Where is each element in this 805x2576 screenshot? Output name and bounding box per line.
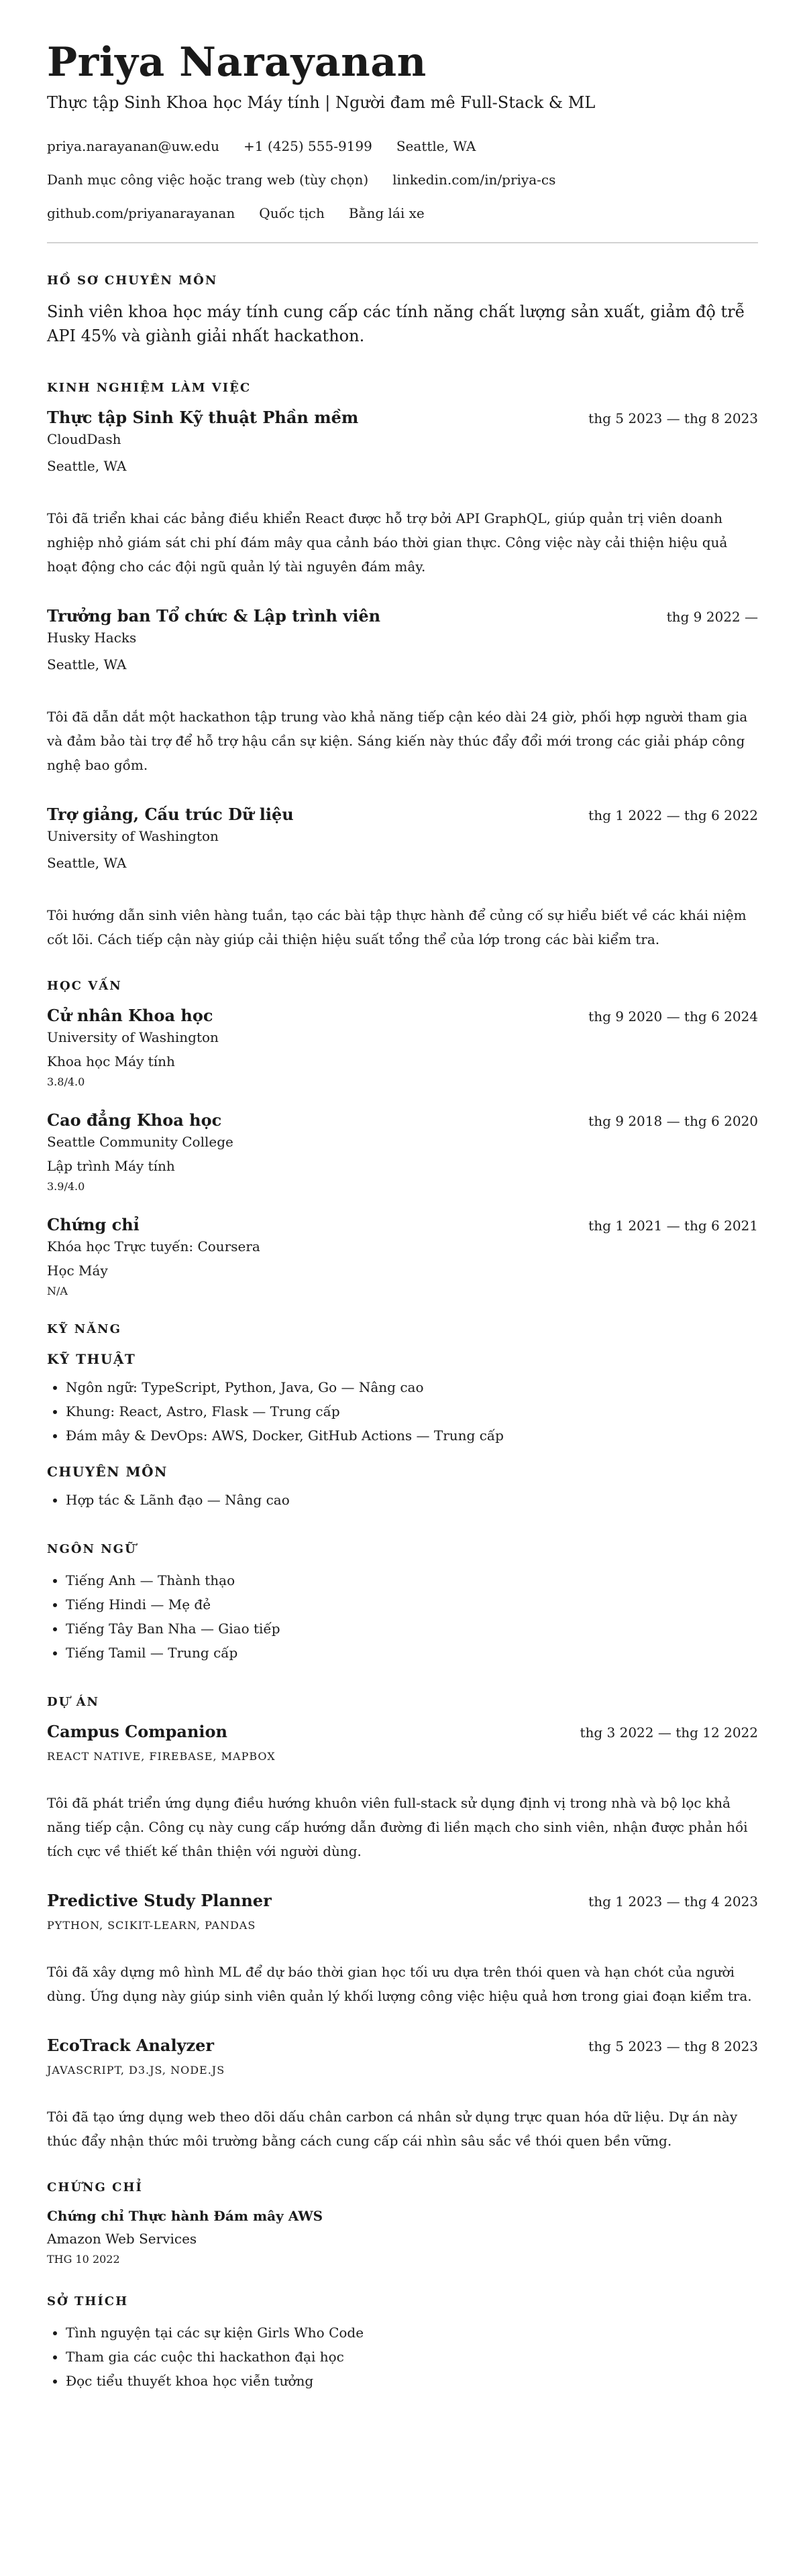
summary-section bbox=[47, 273, 758, 348]
project-name: Campus Companion bbox=[47, 1722, 228, 1741]
list-item: • Tình nguyện tại các sự kiện Girls Who Code bbox=[66, 2321, 758, 2345]
project-dates: thg 3 2022 — thg 12 2022 bbox=[580, 1724, 758, 1741]
drivers-license-text: Bằng lái xe bbox=[348, 205, 425, 221]
certification-date: THG 10 2022 bbox=[47, 2253, 120, 2266]
interests-list bbox=[47, 2321, 758, 2393]
skill-category-title: CHUYÊN MÔN bbox=[47, 1464, 168, 1480]
job-location: Seattle, WA bbox=[47, 855, 127, 871]
linkedin-text: linkedin.com/in/priya-cs bbox=[392, 172, 556, 188]
education-entry bbox=[47, 1110, 758, 1194]
school-name: Khóa học Trực tuyến: Coursera bbox=[47, 1238, 260, 1254]
skills-section bbox=[47, 1322, 758, 1512]
gpa-text: N/A bbox=[47, 1285, 68, 1297]
job-description: Tôi đã dẫn dắt một hackathon tập trung vào khả năng tiếp cận kéo dài 24 giờ, phối hợp người tham gia và đảm bảo tài trợ để hỗ trợ hậu cần sự kiện. Sáng kiến này thúc đẩy đổi mới trong các giải pháp công nghệ bao gồm. bbox=[47, 709, 748, 773]
list-item: • Đám mây & DevOps: AWS, Docker, GitHub Actions — Trung cấp bbox=[66, 1423, 758, 1448]
project-name: Predictive Study Planner bbox=[47, 1891, 272, 1910]
contact-row bbox=[47, 204, 758, 222]
section-title: NGÔN NGỮ bbox=[47, 1542, 137, 1556]
job-title: Thực tập Sinh Kỹ thuật Phần mềm bbox=[47, 408, 359, 427]
list-item: • Tiếng Tamil — Trung cấp bbox=[66, 1641, 758, 1665]
interests-section bbox=[47, 2294, 758, 2393]
certification-name: Chứng chỉ Thực hành Đám mây AWS bbox=[47, 2208, 323, 2224]
project-tech-stack: PYTHON, SCIKIT-LEARN, PANDAS bbox=[47, 1919, 256, 1932]
languages-section bbox=[47, 1541, 758, 1665]
list-item: • Khung: React, Astro, Flask — Trung cấp bbox=[66, 1399, 758, 1423]
section-title: HỌC VẤN bbox=[47, 979, 122, 993]
contact-row bbox=[47, 137, 758, 155]
list-item: • Tiếng Tây Ban Nha — Giao tiếp bbox=[66, 1617, 758, 1641]
school-name: University of Washington bbox=[47, 1029, 219, 1045]
project-tech-stack: REACT NATIVE, FIREBASE, MAPBOX bbox=[47, 1750, 276, 1763]
section-title: KỸ NĂNG bbox=[47, 1322, 122, 1336]
field-of-study: Học Máy bbox=[47, 1263, 108, 1279]
school-name: Seattle Community College bbox=[47, 1134, 233, 1150]
project-tech-stack: JAVASCRIPT, D3.JS, NODE.JS bbox=[47, 2064, 225, 2076]
gpa-text: 3.9/4.0 bbox=[47, 1180, 85, 1193]
project-entry bbox=[47, 2035, 758, 2153]
project-entry bbox=[47, 1721, 758, 1863]
project-name: EcoTrack Analyzer bbox=[47, 2036, 215, 2055]
list-item: • Đọc tiểu thuyết khoa học viễn tưởng bbox=[66, 2369, 758, 2393]
experience-entry bbox=[47, 605, 758, 777]
skill-category-title: KỸ THUẬT bbox=[47, 1351, 136, 1367]
education-entry bbox=[47, 1005, 758, 1090]
header-divider bbox=[47, 242, 758, 243]
job-title: Trưởng ban Tổ chức & Lập trình viên bbox=[47, 606, 381, 626]
degree-dates: thg 9 2018 — thg 6 2020 bbox=[588, 1113, 758, 1129]
job-title: Trợ giảng, Cấu trúc Dữ liệu bbox=[47, 805, 294, 824]
technical-skills-list bbox=[47, 1375, 758, 1448]
section-title: HỒ SƠ CHUYÊN MÔN bbox=[47, 274, 218, 288]
languages-list bbox=[47, 1568, 758, 1665]
contact-row bbox=[47, 171, 758, 188]
experience-entry bbox=[47, 804, 758, 951]
nationality-text: Quốc tịch bbox=[259, 205, 325, 221]
education-entry bbox=[47, 1214, 758, 1299]
job-description: Tôi đã triển khai các bảng điều khiển React được hỗ trợ bởi API GraphQL, giúp quản trị viên doanh nghiệp nhỏ giám sát chi phí đám mây qua cảnh báo thời gian thực. Công việc này cải thiện hiệu quả hoạt động cho các đội ngũ quản lý tài nguyên đám mây. bbox=[47, 510, 728, 575]
github-text: github.com/priyanarayanan bbox=[47, 205, 235, 221]
job-dates: thg 1 2022 — thg 6 2022 bbox=[588, 807, 758, 823]
list-item: • Tham gia các cuộc thi hackathon đại học bbox=[66, 2345, 758, 2369]
list-item: • Ngôn ngữ: TypeScript, Python, Java, Go — Nâng cao bbox=[66, 1375, 758, 1399]
certification-entry bbox=[47, 2207, 758, 2267]
job-description: Tôi hướng dẫn sinh viên hàng tuần, tạo các bài tập thực hành để củng cố sự hiểu biết về các khái niệm cốt lõi. Cách tiếp cận này giúp cải thiện hiệu suất tổng thể của lớp trong các bài kiểm tra. bbox=[47, 907, 747, 947]
certification-issuer: Amazon Web Services bbox=[47, 2231, 197, 2247]
project-description: Tôi đã phát triển ứng dụng điều hướng khuôn viên full-stack sử dụng định vị trong nhà và bộ lọc khả năng tiếp cận. Công cụ này cung cấp hướng dẫn đường đi liền mạch cho sinh viên, nhận được phản hồi tích cực về thiết kế thân thiện với người dùng. bbox=[47, 1795, 748, 1859]
job-location: Seattle, WA bbox=[47, 656, 127, 672]
project-description: Tôi đã xây dựng mô hình ML để dự báo thời gian học tối ưu dựa trên thói quen và hạn chót của người dùng. Ứng dụng này giúp sinh viên quản lý khối lượng công việc hiệu quả hơn trong giai đoạn kiểm tra. bbox=[47, 1964, 752, 2004]
job-dates: thg 9 2022 — bbox=[666, 609, 758, 625]
project-entry bbox=[47, 1890, 758, 2008]
location-text: Seattle, WA bbox=[396, 138, 476, 154]
section-title: SỞ THÍCH bbox=[47, 2294, 129, 2308]
email-text: priya.narayanan@uw.edu bbox=[47, 138, 220, 154]
list-item: • Tiếng Anh — Thành thạo bbox=[66, 1568, 758, 1592]
job-organization: CloudDash bbox=[47, 431, 121, 447]
experience-entry bbox=[47, 407, 758, 579]
field-of-study: Khoa học Máy tính bbox=[47, 1053, 175, 1069]
candidate-headline: Thực tập Sinh Khoa học Máy tính | Người đam mê Full-Stack & ML bbox=[47, 93, 596, 112]
degree-dates: thg 9 2020 — thg 6 2024 bbox=[588, 1008, 758, 1024]
education-section bbox=[47, 978, 758, 1299]
certifications-section bbox=[47, 2180, 758, 2267]
phone-text: +1 (425) 555-9199 bbox=[244, 138, 372, 154]
job-location: Seattle, WA bbox=[47, 458, 127, 474]
degree-dates: thg 1 2021 — thg 6 2021 bbox=[588, 1218, 758, 1234]
degree-title: Chứng chỉ bbox=[47, 1215, 140, 1234]
job-organization: University of Washington bbox=[47, 828, 219, 844]
projects-section bbox=[47, 1694, 758, 2153]
section-title: CHỨNG CHỈ bbox=[47, 2180, 143, 2194]
list-item: • Tiếng Hindi — Mẹ đẻ bbox=[66, 1592, 758, 1617]
job-organization: Husky Hacks bbox=[47, 630, 137, 646]
job-dates: thg 5 2023 — thg 8 2023 bbox=[588, 410, 758, 426]
summary-text: Sinh viên khoa học máy tính cung cấp các tính năng chất lượng sản xuất, giảm độ trễ API 45% và giành giải nhất hackathon. bbox=[47, 302, 745, 345]
portfolio-text: Danh mục công việc hoặc trang web (tùy chọn) bbox=[47, 172, 369, 188]
project-dates: thg 5 2023 — thg 8 2023 bbox=[588, 2038, 758, 2054]
project-description: Tôi đã tạo ứng dụng web theo dõi dấu chân carbon cá nhân sử dụng trực quan hóa dữ liệu. Dự án này thúc đẩy nhận thức môi trường bằng cách cung cấp cái nhìn sâu sắc về thói quen bền vững. bbox=[47, 2109, 738, 2149]
section-title: KINH NGHIỆM LÀM VIỆC bbox=[47, 381, 252, 395]
candidate-name: Priya Narayanan bbox=[47, 39, 427, 86]
degree-title: Cao đẳng Khoa học bbox=[47, 1110, 222, 1130]
list-item: • Hợp tác & Lãnh đạo — Nâng cao bbox=[66, 1488, 758, 1512]
gpa-text: 3.8/4.0 bbox=[47, 1075, 85, 1088]
professional-skills-list bbox=[47, 1488, 758, 1512]
degree-title: Cử nhân Khoa học bbox=[47, 1006, 213, 1025]
experience-section bbox=[47, 380, 758, 951]
section-title: DỰ ÁN bbox=[47, 1695, 99, 1709]
field-of-study: Lập trình Máy tính bbox=[47, 1158, 175, 1174]
project-dates: thg 1 2023 — thg 4 2023 bbox=[588, 1893, 758, 1910]
